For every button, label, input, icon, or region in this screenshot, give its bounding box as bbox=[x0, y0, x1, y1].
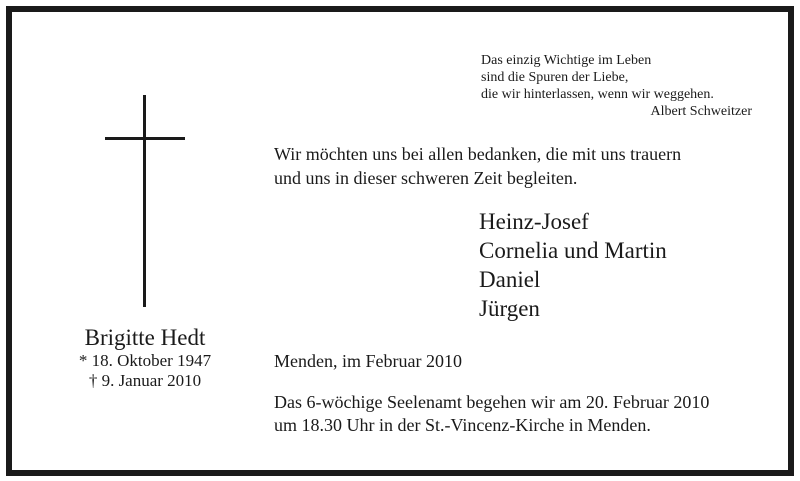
family-name: Heinz-Josef bbox=[479, 209, 589, 234]
family-name: Cornelia und Martin bbox=[479, 238, 667, 263]
cross-horizontal-bar bbox=[105, 137, 185, 140]
quote-line: die wir hinterlassen, wenn wir weggehen. bbox=[481, 87, 714, 102]
thanks-text bbox=[274, 142, 750, 190]
obituary-card bbox=[6, 6, 794, 476]
cross-vertical-bar bbox=[143, 95, 146, 307]
death-date: † 9. Januar 2010 bbox=[88, 371, 202, 390]
family-names bbox=[479, 207, 667, 323]
place-date: Menden, im Februar 2010 bbox=[274, 351, 462, 371]
birth-date: * 18. Oktober 1947 bbox=[78, 351, 212, 370]
service-line: um 18.30 Uhr in der St.-Vincenz-Kirche in Menden. bbox=[274, 415, 651, 435]
thanks-line: Wir möchten uns bei allen bedanken, die mit uns trauern bbox=[274, 144, 682, 164]
service-line: Das 6-wöchige Seelenamt begehen wir am 20. Februar 2010 bbox=[274, 392, 710, 412]
family-name: Jürgen bbox=[479, 296, 540, 321]
quote-line: sind die Spuren der Liebe, bbox=[481, 70, 629, 85]
service-info bbox=[274, 391, 754, 437]
thanks-line: und uns in dieser schweren Zeit begleiten. bbox=[274, 168, 578, 188]
quote-block bbox=[312, 52, 752, 120]
quote-author: Albert Schweitzer bbox=[650, 104, 752, 119]
deceased-name: Brigitte Hedt bbox=[84, 325, 206, 350]
family-name: Daniel bbox=[479, 267, 541, 292]
deceased-info bbox=[42, 324, 248, 391]
quote-line: Das einzig Wichtige im Leben bbox=[481, 53, 652, 68]
